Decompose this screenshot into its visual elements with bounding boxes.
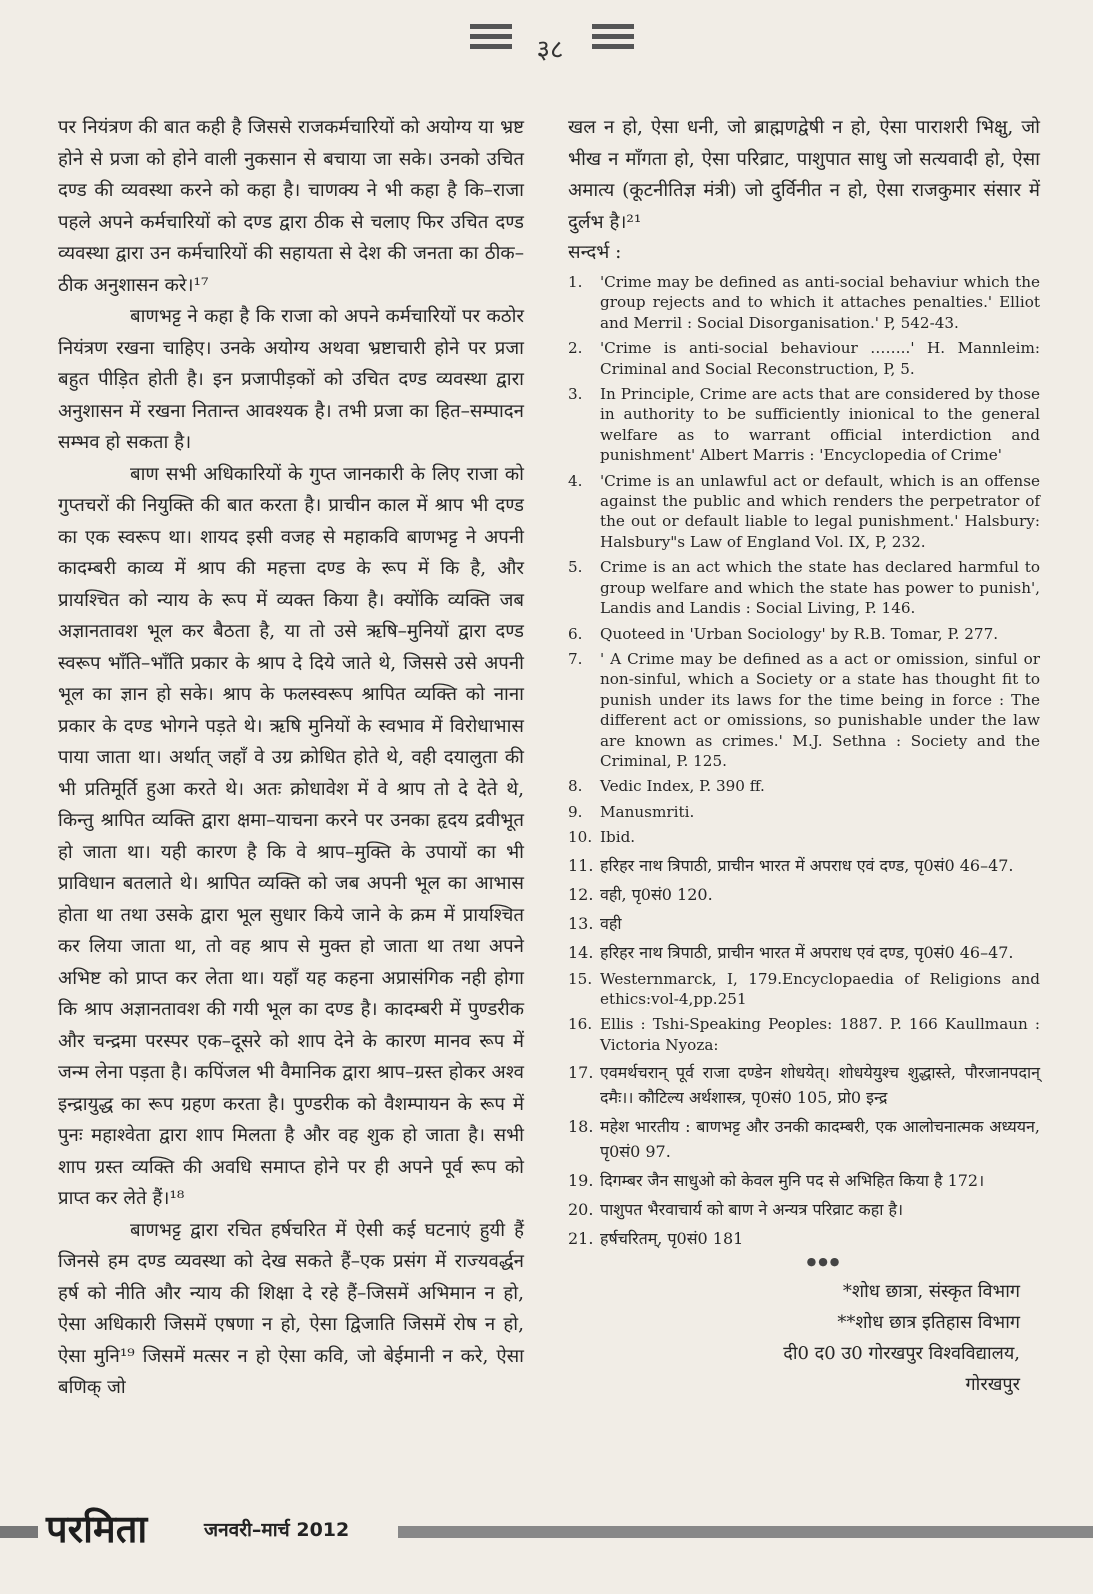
reference-text: In Principle, Crime are acts that are considered by those in authority to be sufficiently inionical to the general welfare as to warrant official interdiction and punishment' Albert Marris : 'Encyclopedia of Crime' xyxy=(600,385,1040,465)
reference-number: 19. xyxy=(568,1171,594,1191)
issue-date: जनवरी–मार्च 2012 xyxy=(204,1519,350,1541)
reference-item xyxy=(568,1168,1040,1193)
affiliation-line: **शोध छात्र इतिहास विभाग xyxy=(837,1312,1020,1334)
reference-item xyxy=(568,1226,1040,1251)
reference-text: हरिहर नाथ त्रिपाठी, प्राचीन भारत में अपराध एवं दण्ड, पृ0सं0 46–47. xyxy=(600,855,1014,875)
reference-number: 15. xyxy=(568,969,593,988)
reference-item xyxy=(568,338,1040,379)
author-affiliations xyxy=(568,1276,1040,1400)
reference-item xyxy=(568,384,1040,466)
reference-item xyxy=(568,1114,1040,1164)
reference-text: एवमर्थचरान् पूर्व राजा दण्डेन शोधयेत्। शोधयेयुश्च शुद्धास्ते, पौरजानपदान् दमैः।। कौटिल्य अर्थशास्त्र, पृ0सं0 105, प्रो0 इन्द्र xyxy=(600,1063,1040,1108)
reference-item xyxy=(568,853,1040,878)
footer-bar xyxy=(0,1526,38,1538)
body-paragraph: खल न हो, ऐसा धनी, जो ब्राह्मणद्वेषी न हो, ऐसा पाराशरी भिक्षु, जो भीख न माँगता हो, ऐसा परिव्राट, पाशुपात साधु जो सत्यवादी हो, ऐसा अमात्य (कूटनीतिज्ञ मंत्री) जो दुर्विनीत न हो, ऐसा राजकुमार संसार में दुर्लभ है।²¹ xyxy=(568,117,1040,233)
reference-text: दिगम्बर जैन साधुओ को केवल मुनि पद से अभिहित किया है 172। xyxy=(600,1171,985,1191)
reference-text: ' A Crime may be defined as a act or omission, sinful or non-sinful, which a Society or a state has thought fit to punish under its laws for the time being in force : The different act or omissions, so punishable under the law are known as crimes.' M.J. Sethna : Society and the Criminal, P. 125. xyxy=(600,649,1040,770)
reference-number: 2. xyxy=(568,339,583,358)
body-paragraph: पर नियंत्रण की बात कही है जिससे राजकर्मचारियों को अयोग्य या भ्रष्ट होने से प्रजा को होने वाली नुकसान से बचाया जा सके। उनको उचित दण्ड की व्यवस्था करने को कहा है। चाणक्य ने भी कहा है कि–राजा पहले अपने कर्मचारियों को दण्ड द्वारा ठीक से चलाए फिर उचित दण्ड व्यवस्था द्वारा उन कर्मचारियों की सहायता से देश की जनता का ठीक–ठीक अनुशासन करे।¹⁷ xyxy=(58,117,524,296)
reference-text: 'Crime may be defined as anti-social behaviur which the group rejects and to which it attaches penalties.' Elliot and Merril : Social Disorganisation.' P, 542-43. xyxy=(600,273,1040,332)
reference-text: Vedic Index, P. 390 ff. xyxy=(600,777,765,796)
page-number: ३८ xyxy=(536,35,564,65)
reference-text: महेश भारतीय : बाणभट्ट और उनकी कादम्बरी, एक आलोचनात्मक अध्ययन, पृ0सं0 97. xyxy=(600,1117,1040,1162)
reference-item xyxy=(568,802,1040,822)
affiliation-line: *शोध छात्रा, संस्कृत विभाग xyxy=(842,1281,1020,1303)
reference-text: हर्षचरितम्, पृ0सं0 181 xyxy=(600,1229,744,1249)
reference-item xyxy=(568,1060,1040,1110)
reference-text: वही, पृ0सं0 120. xyxy=(600,884,713,904)
reference-text: हरिहर नाथ त्रिपाठी, प्राचीन भारत में अपराध एवं दण्ड, पृ0सं0 46–47. xyxy=(600,942,1014,962)
body-paragraph: बाणभट्ट ने कहा है कि राजा को अपने कर्मचारियों पर कठोर नियंत्रण रखना चाहिए। उनके अयोग्य अथवा भ्रष्टाचारी होने पर प्रजा बहुत पीड़ित होती है। इन प्रजापीड़कों को उचित दण्ड व्यवस्था द्वारा अनुशासन में रखना नितान्त आवश्यक है। तभी प्रजा का हित–सम्पादन सम्भव हो सकता है। xyxy=(58,306,524,453)
body-paragraph: बाणभट्ट द्वारा रचित हर्षचरित में ऐसी कई घटनाएं हुयी हैं जिनसे हम दण्ड व्यवस्था को देख सकते हैं–एक प्रसंग में राज्यवर्द्धन हर्ष को नीति और न्याय की शिक्षा दे रहे हैं–जिसमें अभिमान न हो, ऐसा अधिकारी जिसमें एषणा न हो, ऐसा द्विजाति जिसमें रोष न हो, ऐसा मुनि¹⁹ जिसमें मत्सर न हो ऐसा कवि, जो बेईमानी न करे, ऐसा बणिक् जो xyxy=(58,1219,524,1398)
reference-item xyxy=(568,940,1040,965)
header-ornament-right xyxy=(592,24,634,54)
reference-item xyxy=(568,649,1040,771)
reference-text: पाशुपत भैरवाचार्य को बाण ने अन्यत्र परिव्राट कहा है। xyxy=(600,1200,904,1220)
reference-text: वही xyxy=(600,913,622,933)
reference-item xyxy=(568,911,1040,936)
reference-item xyxy=(568,882,1040,907)
reference-text: Ibid. xyxy=(600,828,636,847)
page-header xyxy=(0,10,1093,70)
right-column xyxy=(568,112,1040,1400)
page-footer xyxy=(0,1508,1093,1568)
reference-item xyxy=(568,827,1040,847)
reference-number: 16. xyxy=(568,1015,593,1034)
reference-number: 1. xyxy=(568,273,583,291)
reference-number: 12. xyxy=(568,884,594,904)
reference-number: 10. xyxy=(568,828,593,847)
references-heading: सन्दर्भ : xyxy=(568,242,622,263)
reference-item xyxy=(568,776,1040,796)
reference-number: 6. xyxy=(568,624,583,643)
reference-text: Westernmarck, I, 179.Encyclopaedia of Religions and ethics:vol-4,pp.251 xyxy=(600,969,1040,1008)
reference-number: 21. xyxy=(568,1229,594,1249)
section-separator: ●●● xyxy=(806,1255,842,1269)
reference-number: 14. xyxy=(568,942,594,962)
reference-text: Ellis : Tshi-Speaking Peoples: 1887. P. 166 Kaullmaun : Victoria Nyoza: xyxy=(600,1015,1040,1054)
reference-item xyxy=(568,1014,1040,1055)
reference-item xyxy=(568,272,1040,333)
reference-text: Crime is an act which the state has declared harmful to group welfare and which the state has power to punish', Landis and Landis : Social Living, P. 146. xyxy=(600,558,1040,618)
reference-number: 13. xyxy=(568,913,594,933)
reference-number: 11. xyxy=(568,855,594,875)
reference-number: 7. xyxy=(568,649,583,668)
header-ornament-left xyxy=(470,24,512,54)
magazine-logo: परमिता xyxy=(46,1507,148,1551)
reference-text: 'Crime is anti-social behaviour ……..' H. Mannleim: Criminal and Social Reconstruction, P, 5. xyxy=(600,339,1040,378)
reference-number: 5. xyxy=(568,558,583,577)
reference-number: 17. xyxy=(568,1063,594,1083)
left-column xyxy=(58,112,524,1404)
reference-item xyxy=(568,557,1040,618)
affiliation-line: दी0 द0 उ0 गोरखपुर विश्वविद्यालय, xyxy=(783,1343,1020,1365)
reference-text: Manusmriti. xyxy=(600,802,695,821)
reference-item xyxy=(568,471,1040,553)
footer-bar xyxy=(398,1526,1093,1538)
affiliation-line: गोरखपुर xyxy=(965,1374,1020,1396)
reference-list xyxy=(568,272,1040,1251)
reference-number: 9. xyxy=(568,802,583,821)
reference-text: Quoteed in 'Urban Sociology' by R.B. Tomar, P. 277. xyxy=(600,624,999,643)
reference-number: 3. xyxy=(568,385,583,404)
body-paragraph: बाण सभी अधिकारियों के गुप्त जानकारी के लिए राजा को गुप्तचरों की नियुक्ति की बात करता है। प्राचीन काल में श्राप भी दण्ड का एक स्वरूप था। शायद इसी वजह से महाकवि बाणभट्ट ने अपनी कादम्बरी काव्य में श्राप की महत्ता दण्ड के रूप में कि है, और प्रायश्चित को न्याय के रूप में व्यक्त किया है। क्योंकि व्यक्ति जब अज्ञानतावश भूल कर बैठता है, या तो उसे ऋषि–मुनियों द्वारा दण्ड स्वरूप भाँति–भाँति प्रकार के श्राप दे दिये जाते थे, जिससे उसे अपनी भूल का ज्ञान हो सके। श्राप के फलस्वरूप श्रापित व्यक्ति को नाना प्रकार के दण्ड भोगने पड़ते थे। ऋषि मुनियों के स्वभाव में विरोधाभास पाया जाता था। अर्थात् जहाँ वे उग्र क्रोधित होते थे, वही दयालुता की भी प्रतिमूर्ति हुआ करते थे। अतः क्रोधावेश में वे श्राप तो दे देते थे, किन्तु श्रापित व्यक्ति द्वारा क्षमा–याचना करने पर उनका हृदय द्रवीभूत हो जाता था। यही कारण है कि वे श्राप–मुक्ति के उपायों का भी प्राविधान बतलाते थे। श्रापित व्यक्ति को जब अपनी भूल का आभास होता था तथा उसके द्वारा भूल सुधार किये जाने के क्रम में प्रायश्चित कर लिया जाता था, तो वह श्राप से मुक्त हो जाता था तथा अपने अभिष्ट को प्राप्त कर लेता था। यहाँ यह कहना अप्रासंगिक नही होगा कि श्राप अज्ञानतावश की गयी भूल का दण्ड है। कादम्बरी में पुण्डरीक और चन्द्रमा परस्पर एक–दूसरे को शाप देने के कारण मानव रूप में जन्म लेना पड़ता है। कपिंजल भी वैमानिक द्वारा श्राप–ग्रस्त होकर अश्व इन्द्रायुद्ध का रूप ग्रहण करता है। पुण्डरीक को वैशम्पायन के रूप में पुनः महाश्वेता द्वारा शाप मिलता है और वह शुक हो जाता है। सभी शाप ग्रस्त व्यक्ति की अवधि समाप्त होने पर ही अपने पूर्व रूप को प्राप्त कर लेते हैं।¹⁸ xyxy=(58,463,524,1209)
reference-number: 8. xyxy=(568,777,583,796)
reference-number: 18. xyxy=(568,1117,594,1137)
reference-text: 'Crime is an unlawful act or default, which is an offense against the public and which renders the perpetrator of the out or default liable to legal punishment.' Halsbury: Halsbury"s Law of England Vol. IX, P, 232. xyxy=(600,471,1040,551)
reference-item xyxy=(568,624,1040,644)
reference-item xyxy=(568,1197,1040,1222)
reference-number: 20. xyxy=(568,1200,594,1220)
reference-number: 4. xyxy=(568,471,583,490)
reference-item xyxy=(568,969,1040,1010)
